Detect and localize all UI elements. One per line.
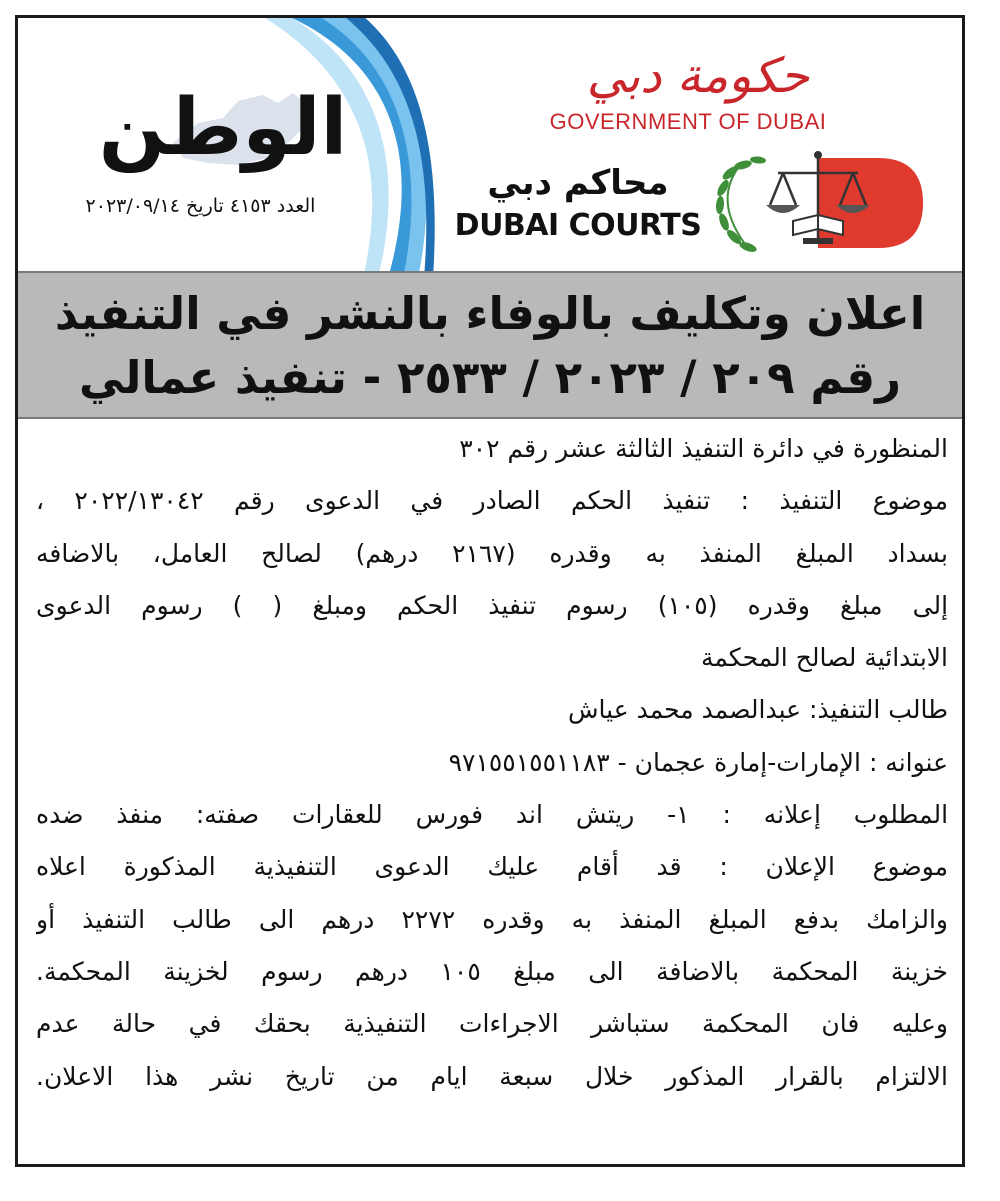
- body-line-obligation: والزامك بدفع المبلغ المنفذ به وقدره ٢٢٧٢ درهم الى طالب التنفيذ أو: [36, 904, 948, 934]
- announcement-title: اعلان وتكليف بالوفاء بالنشر في التنفيذ: [54, 287, 926, 340]
- body-line-deadline: الالتزام بالقرار المذكور خلال سبعة ايام من تاريخ نشر هذا الاعلان.: [36, 1061, 948, 1091]
- government-name-arabic: حكومة دبي: [586, 48, 810, 104]
- scales-of-justice-icon: [708, 143, 928, 263]
- newspaper-name: الوطن: [98, 83, 348, 173]
- announcement-frame: [15, 15, 965, 1167]
- courts-name-arabic: محاكم دبي: [487, 163, 669, 203]
- header: [18, 18, 962, 271]
- body-line-court-circuit: المنظورة في دائرة التنفيذ الثالثة عشر رقم ٣٠٢: [459, 434, 948, 463]
- body-line-enforcement: وعليه فان المحكمة ستباشر الاجراءات التنفيذية بحقك في حالة عدم: [36, 1009, 948, 1039]
- courts-name-english: DUBAI COURTS: [454, 208, 702, 243]
- announcement-body: [36, 423, 948, 1103]
- body-line-defendant: المطلوب إعلانه : ١- ريتش اند فورس للعقارات صفته: منفذ ضده: [36, 800, 948, 830]
- body-line-amount: بسداد المبلغ المنفذ به وقدره (٢١٦٧ درهم) لصالح العامل، بالاضافه: [36, 538, 948, 568]
- body-line-claimant: طالب التنفيذ: عبدالصمد محمد عياش: [568, 695, 948, 725]
- issue-date-line: العدد ٤١٥٣ تاريخ ٢٠٢٣/٠٩/١٤: [85, 195, 316, 217]
- body-line-fees: إلى مبلغ وقدره (١٠٥) رسوم تنفيذ الحكم ومبلغ ( ) رسوم الدعوى: [36, 590, 948, 620]
- announcement-title-band: [18, 271, 962, 419]
- case-number-title: رقم ٢٠٩ / ٢٠٢٣ / ٢٥٣٣ - تنفيذ عمالي: [79, 351, 901, 404]
- body-line-treasury: خزينة المحكمة بالاضافة الى مبلغ ١٠٥ درهم رسوم لخزينة المحكمة.: [36, 956, 948, 986]
- government-name-english: GOVERNMENT OF DUBAI: [549, 109, 827, 134]
- body-line-notice-subject: موضوع الإعلان : قد أقام عليك الدعوى التنفيذية المذكورة اعلاه: [36, 852, 948, 882]
- body-line-address: عنوانه : الإمارات-إمارة عجمان - ٩٧١٥٥١٥٥١١٨٣: [448, 747, 948, 777]
- body-line-court-interest: الابتدائية لصالح المحكمة: [700, 643, 948, 673]
- body-line-subject: موضوع التنفيذ : تنفيذ الحكم الصادر في الدعوى رقم ٢٠٢٢/١٣٠٤٢ ،: [36, 486, 948, 516]
